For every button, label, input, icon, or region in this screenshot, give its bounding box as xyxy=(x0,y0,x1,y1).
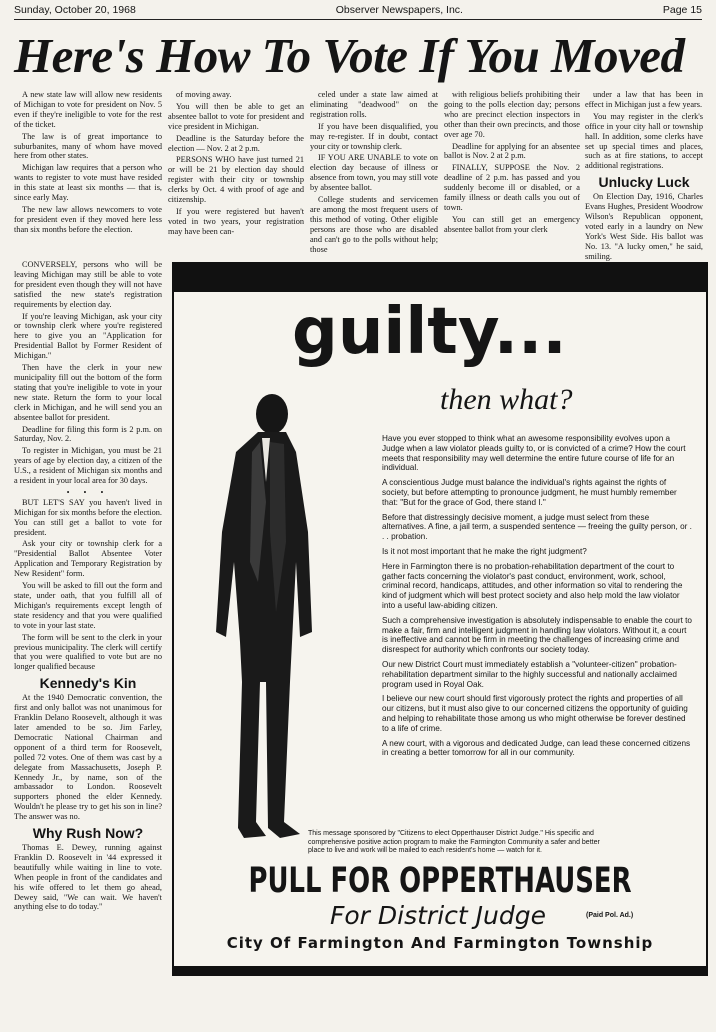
paragraph: You will be asked to fill out the form and state, under oath, that you fulfill all of Michigan's requirements except length of state residency and that you were qualified to vote in your last state. xyxy=(14,581,162,630)
sidebar-heading-kennedys-kin: Kennedy's Kin xyxy=(39,675,137,692)
paragraph: IF YOU ARE UNABLE to vote on election day because of illness or absence from town, you may still vote by absentee ballot. xyxy=(310,153,438,193)
paragraph: Deadline is the Saturday before the election — Nov. 2 at 2 p.m. xyxy=(168,133,304,153)
column-5-sidebar-text xyxy=(585,192,703,261)
paragraph: A new court, with a vigorous and dedicated Judge, can lead these concerned citizens in creating a better tomorrow for all in our community. xyxy=(382,738,691,758)
candidate-slogan: PULL FOR OPPERTHAUSER xyxy=(248,861,632,901)
sidebar-heading-why-rush-now: Why Rush Now? xyxy=(32,825,144,842)
paragraph: If you're leaving Michigan, ask your city or township clerk where you're registered here to give you an "Application for Presidential Ballot by Former Resident of Michigan." xyxy=(14,311,162,361)
paragraph: College students and servicemen are among the most frequent users of this method of voting. Other eligible persons are those who are disabled and can't go to the polls without help; those xyxy=(310,195,438,254)
paragraph: A new state law will allow new residents of Michigan to vote for president on Nov. 5 even if they're ineligible to vote for the rest of the ticket. xyxy=(14,90,162,129)
article-column-4 xyxy=(444,90,580,250)
article-column-5 xyxy=(585,90,703,261)
ad-body-text xyxy=(382,434,692,836)
ad-bottom-rule xyxy=(174,966,706,974)
paragraph: The form will be sent to the clerk in your previous municipality. The clerk will certify that you were qualified to vote but are no longer qualified because xyxy=(14,632,162,672)
left-column-text-b xyxy=(14,498,162,672)
page-number: Page 15 xyxy=(662,4,702,16)
office-title: For District Judge xyxy=(330,901,546,930)
paragraph: You may register in the clerk's office in your city hall or township hall. In addition, some clerks have set up special times and places, such as at fire stations, to accept additional registrations. xyxy=(585,111,703,171)
paragraph: Our new District Court must immediately establish a "volunteer-citizen" probation-rehabilitation department similar to the highly successful and nationally acclaimed program used in Royal Oak. xyxy=(382,659,677,689)
paragraph: Deadline for filing this form is 2 p.m. on Saturday, Nov. 2. xyxy=(14,424,162,444)
issue-date: Sunday, October 20, 1968 xyxy=(14,4,136,16)
article-column-3 xyxy=(310,90,438,254)
paragraph: CONVERSELY, persons who will be leaving Michigan may still be able to vote for president even though they will not have satisfied the new state's registration requirements by election day. xyxy=(14,260,162,309)
paragraph: Thomas E. Dewey, running against Franklin D. Roosevelt in '44 expressed it beautifully while waiting in line to vote. When people in front of the candidates and his wife offered to let them go ahead, Dewey said, "We can wait. We haven't anything else to do today." xyxy=(14,843,162,912)
paragraph: Is it not most important that he make the right judgment? xyxy=(382,546,587,556)
left-column-text-a xyxy=(14,260,162,486)
paragraph: On Election Day, 1916, Charles Evans Hughes, President Woodrow Wilson's Republican opponent, voted early in a laundry on New York's West Side. His ballot was No. 13. "A lucky omen," he said, smiling. xyxy=(585,192,703,261)
paragraph: If you have been disqualified, you may re-register. If in doubt, contact your city or township clerk. xyxy=(310,121,438,151)
paragraph: To register in Michigan, you must be 21 years of age by election day, a citizen of the U.S., a resident of Michigan six months and a resident in your local area for 30 days. xyxy=(14,446,162,486)
paragraph: under a law that has been in effect in Michigan just a few years. xyxy=(585,90,703,109)
political-advertisement xyxy=(172,262,708,976)
ad-top-rule xyxy=(174,264,706,292)
paragraph: Have you ever stopped to think what an awesome responsibility evolves upon a Judge when a law violator pleads guilty to, or is convicted of a crime? How the court meets that responsibility may well determine the entire future course of life for an individual. xyxy=(382,434,686,473)
column-5-text xyxy=(585,90,703,171)
paragraph: You will then be able to get an absentee ballot to vote for president and vice president in Michigan. xyxy=(168,101,304,131)
paragraph: of moving away. xyxy=(176,90,232,99)
paragraph: with religious beliefs prohibiting their going to the polls election day; persons who are precinct election inspectors in other than their own precincts, and those over age 70. xyxy=(444,90,580,139)
sidebar-heading-unlucky-luck: Unlucky Luck xyxy=(598,174,690,191)
jurisdiction-line: City Of Farmington And Farmington Township xyxy=(226,934,654,952)
left-article-column: CONVERSELY, persons who will be leaving Michigan may still be able to vote for president even though they will not have satisfied the new state's registration requirements by election day. If you're leaving Michigan, ask your city or township clerk where you're registered here to give you an "Application for Presidential Ballot by Former Resident of Michigan." Then have the clerk in your new municipality fill out the bottom of the form stating that you're ineligible to vote in your new state. Return the form to your local clerk in Michigan, and he will send you an absentee ballot for president. Deadline for filing this form is 2 p.m. on Saturday, Nov. 2. To register in Michigan, you must be 21 years of age by election day, a citizen of the U.S., a resident of Michigan six months and a resident in your local area for 30 days. • • • BUT LET'S SAY you haven't lived in Michigan for six months before the election. You can still get a ballot to vote for president. Ask your city or township clerk for a "Presidential Ballot Absentee Voter Application and Temporary Registration by New Resident" form. You will be asked to fill out the form and state, under oath, that you fulfill all of Michigan's requirements except length of state residency and that you were qualified to vote in your last state. The form will be sent to the clerk in your previous municipality. The clerk will certify that you were qualified to vote but are no longer qualified because Kennedy's Kin At the 1940 Democratic convention, the first and only ballot was not unanimous for Franklin Delano Roosevelt, although it was later amended to be so. Jim Farley, Democratic National Chairman and opponent of a third term for Roosevelt, polled 72 votes. One of them was cast by a delegate from Massachusetts, Joseph P. Kennedy Jr., by name, son of the ambassador to London. Roosevelt supporters phoned the elder Kennedy. Wouldn't he please try to get his son in line? The answer was no. Why Rush Now? Thomas E. Dewey, running against Franklin D. Roosevelt in '44 expressed it beautifully while waiting in line to vote. When people in front of the candidates and his wife offered to let them go ahead, Dewey said, "We can wait. We haven't anything else to do today." xyxy=(14,260,162,912)
paragraph: A conscientious Judge must balance the individual's rights against the rights of society, but before attempting to pronounce judgment, he must humbly remember that: "But for the grace of God, there stand I." xyxy=(382,478,677,507)
standing-man-silhouette-illustration xyxy=(200,382,330,850)
paragraph: The new law allows newcomers to vote for president even if they moved here less than six months before the election. xyxy=(14,204,162,234)
paragraph: PERSONS WHO have just turned 21 or will be 21 by election day should register with their city or township clerks by Oct. 4 with proof of age and citizenship. xyxy=(168,155,304,205)
paragraph: Ask your city or township clerk for a "Presidential Ballot Absentee Voter Application and Temporary Registration by New Resident" form. xyxy=(14,539,162,579)
article-column-1 xyxy=(14,90,162,250)
main-headline: Here's How To Vote If You Moved xyxy=(14,28,685,83)
paragraph: I believe our new court should first vigorously protect the rights and properties of all our citizens, but it must also give to our concerned citizens the opportunity of guiding and helping to rehabilitate those among us who might otherwise be forever destined to a life of crime. xyxy=(382,694,688,733)
paid-ad-notice: (Paid Pol. Ad.) xyxy=(586,912,634,919)
paragraph: BUT LET'S SAY you haven't lived in Michigan for six months before the election. You can still get a ballot to vote for president. xyxy=(14,497,162,537)
paragraph: Then have the clerk in your new municipality fill out the bottom of the form stating that you're ineligible to vote in your new state. Return the form to your local clerk in Michigan, and he will send you an absentee ballot for president. xyxy=(14,363,162,422)
paragraph: celed under a state law aimed at eliminating "deadwood" on the registration rolls. xyxy=(310,90,438,119)
paragraph: If you were registered but haven't voted in two years, your registration may have been can- xyxy=(168,206,304,236)
paragraph: Before that distressingly decisive moment, a judge must select from these alternatives. A fine, a jail term, a suspended sentence — freeing the guilty person, or . . . probation. xyxy=(382,512,692,542)
paragraph: FINALLY, SUPPOSE the Nov. 2 deadline of 2 p.m. has passed and you suddenly become ill or disabled, or a family illness or death calls you out of town. xyxy=(444,163,580,212)
paragraph: At the 1940 Democratic convention, the first and only ballot was not unanimous for Franklin Delano Roosevelt, although it was later amended to be so. Jim Farley, Democratic National Chairman and opponent of a third term for Roosevelt, polled 72 votes. One of them was cast by a delegate from Massachusetts, Joseph P. Kennedy Jr., by name, son of the ambassador to London. Roosevelt supporters phoned the elder Kennedy. Wouldn't he please try to get his son in line? The answer was no. xyxy=(14,693,162,822)
article-column-2 xyxy=(168,90,304,250)
ad-sponsor-note: This message sponsored by "Citizens to elect Opperthauser District Judge." His specific and comprehensive positive action program to make the Farmington Community a safer and better place to live and work will be mailed to each resident's home — watch for it. xyxy=(308,830,600,854)
paragraph: Michigan law requires that a person who wants to register to vote must have resided in this state at least six months — that is, since early May. xyxy=(14,163,162,203)
ad-headline: guilty... xyxy=(292,295,567,369)
ad-subhead: then what? xyxy=(440,383,573,416)
paragraph: The law is of great importance to suburbanites, many of whom have moved here from other states. xyxy=(14,131,162,161)
kennedys-kin-text xyxy=(14,693,162,822)
paragraph: Deadline for applying for an absentee ballot is Nov. 2 at 2 p.m. xyxy=(444,141,580,161)
why-rush-now-text xyxy=(14,843,162,912)
page-header xyxy=(14,4,702,20)
paragraph: Here in Farmington there is no probation-rehabilitation department of the court to gather facts concerning the violator's past conduct, environment, work, school, criminal record, handicaps, attitudes, and other information so vital to rendering the kind of judgment which will best protect society and also help mold the law violator into a useful law-abiding citizen. xyxy=(382,561,683,610)
paragraph: You can still get an emergency absentee ballot from your clerk xyxy=(444,214,580,234)
publisher-name: Observer Newspapers, Inc. xyxy=(335,4,463,16)
paragraph: Such a comprehensive investigation is absolutely indispensable to enable the court to make a fair, firm and intelligent judgment in handling law violators. Without it, a court is ineffective and cannot be firm in meeting the challenges of increasing crime and disrespect for authority which confronts our society today. xyxy=(382,615,692,655)
